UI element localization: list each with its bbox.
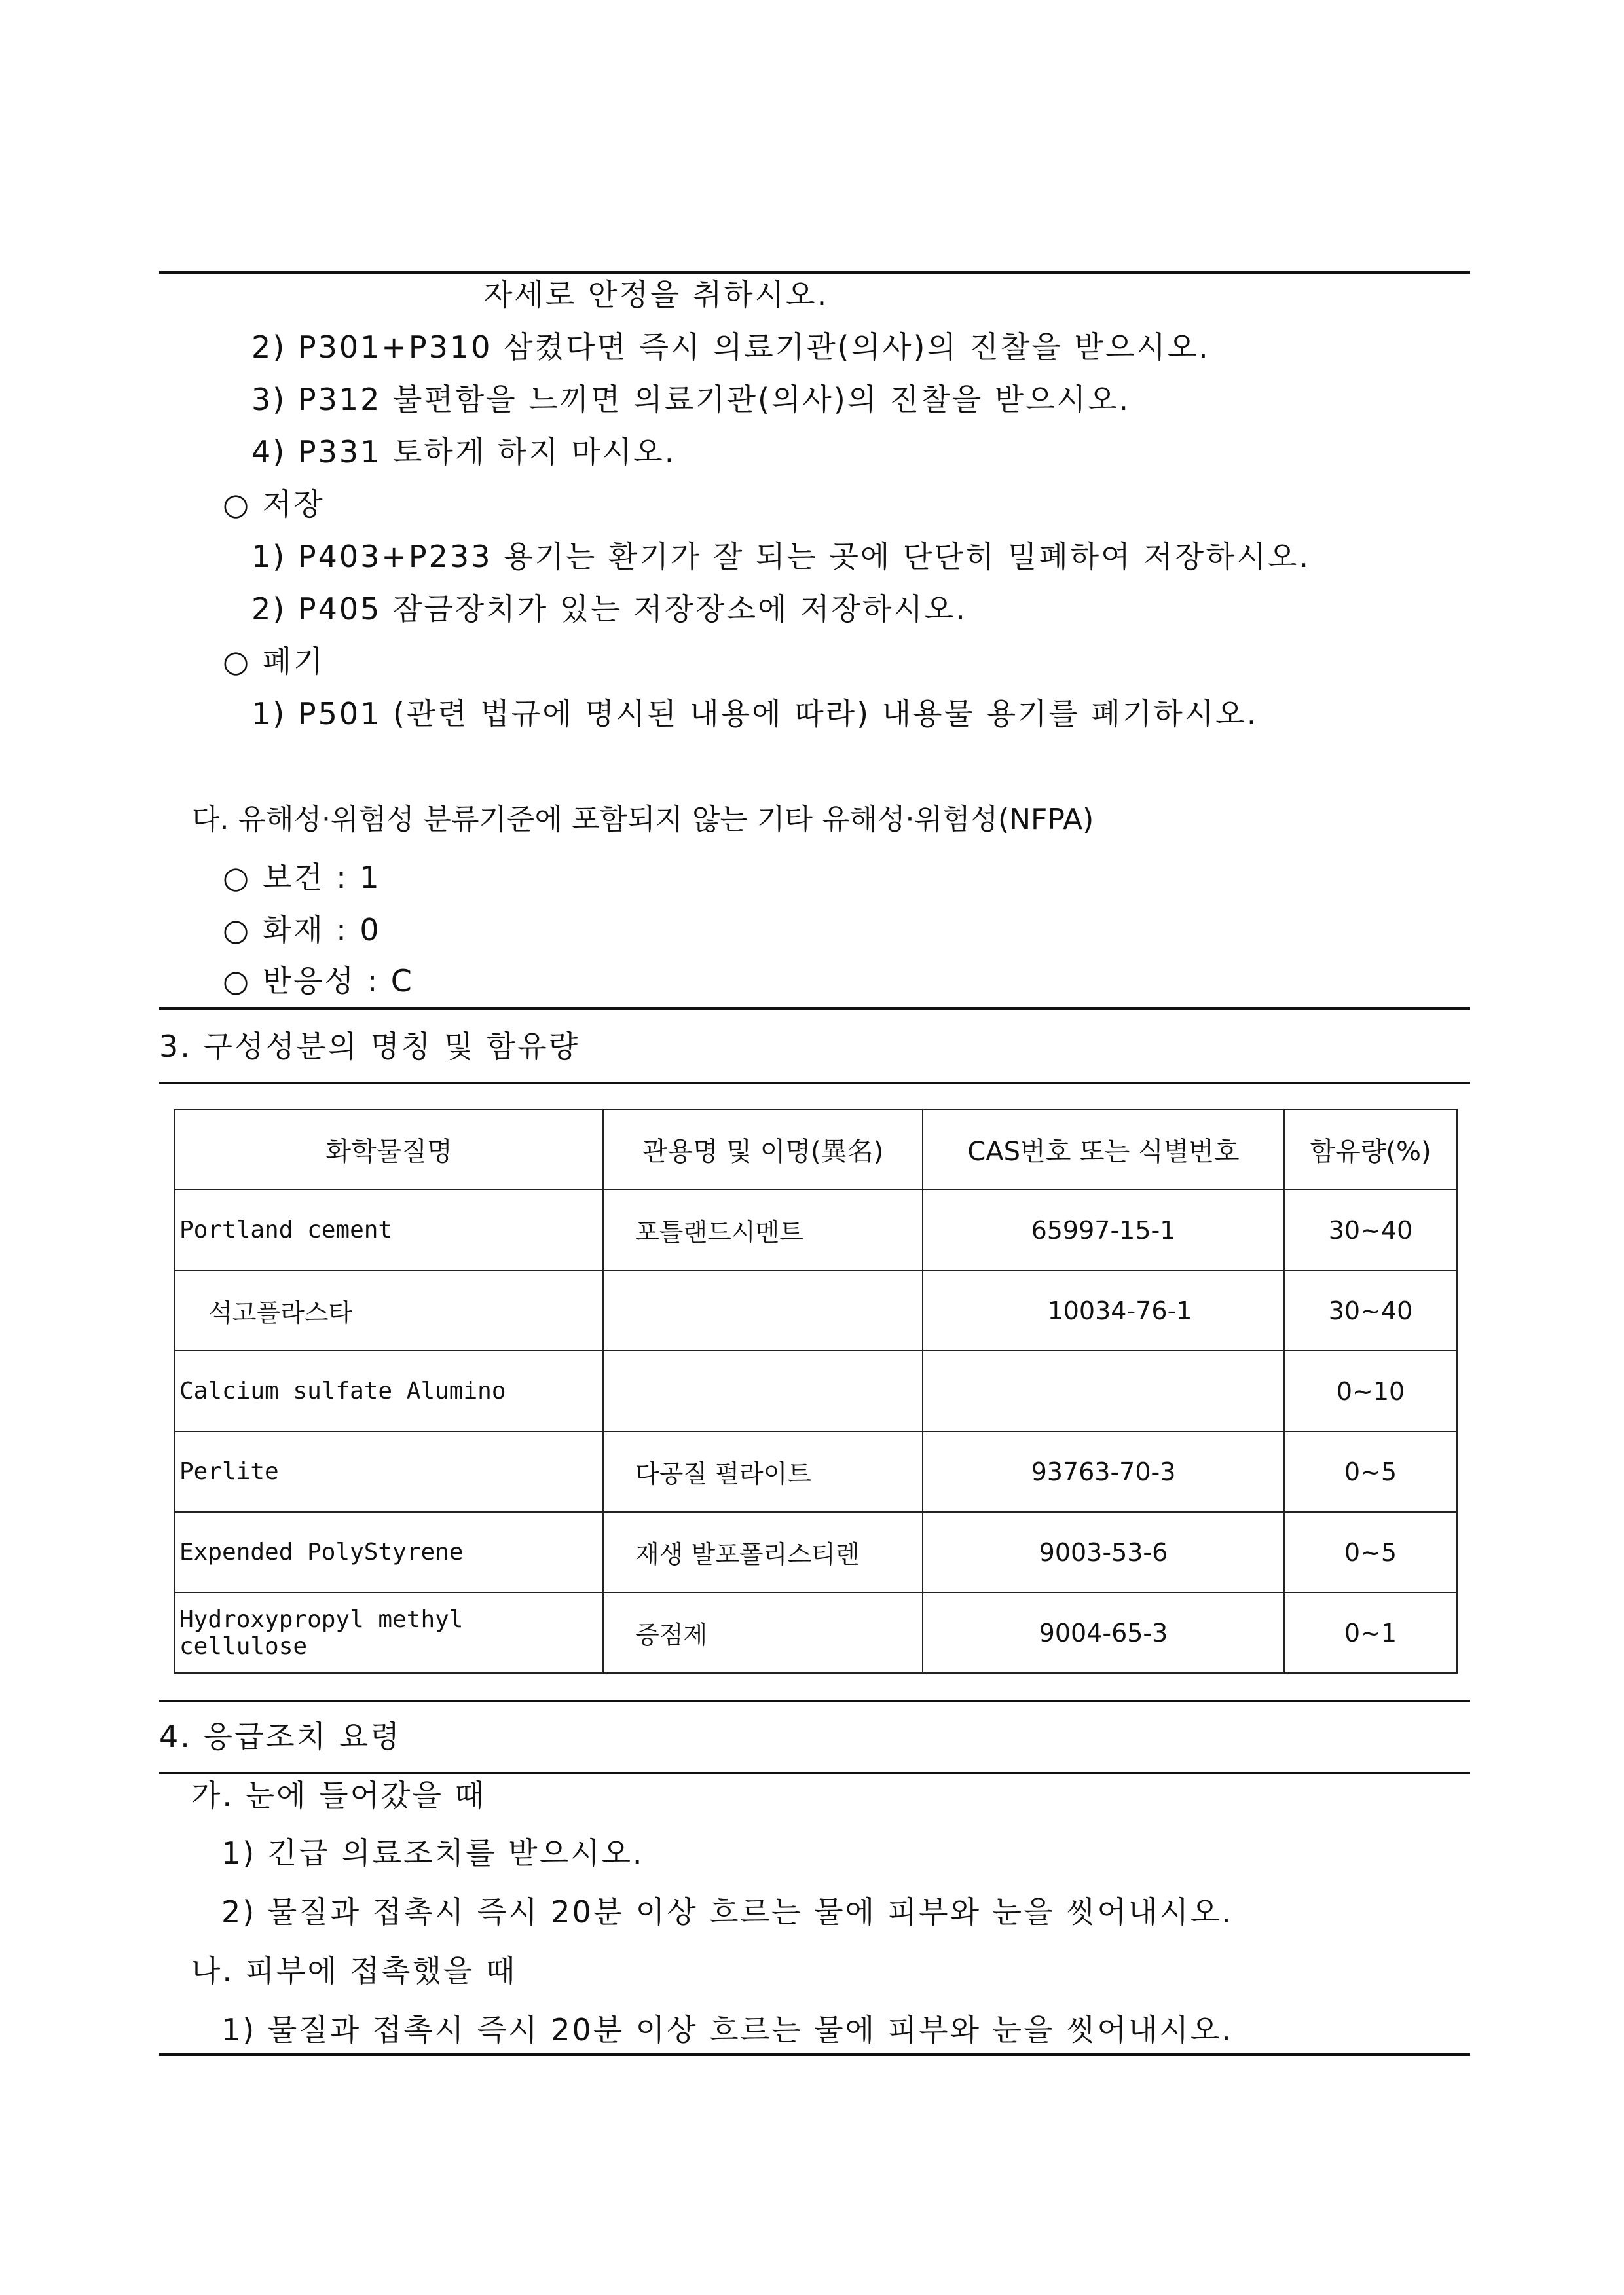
cell-common-name: 다공질 펄라이트: [603, 1431, 923, 1512]
eye-contact-item: 2) 물질과 접촉시 즉시 20분 이상 흐르는 물에 피부와 눈을 씻어내시오.: [221, 1894, 1233, 1930]
disposal-header: ○ 폐기: [223, 644, 325, 679]
header-cas-number: CAS번호 또는 식별번호: [923, 1109, 1284, 1190]
table-header-row: [175, 1109, 1457, 1190]
storage-header: ○ 저장: [223, 487, 325, 522]
section4-title: 4. 응급조치 요령: [159, 1719, 401, 1754]
cell-content: 30~40: [1284, 1190, 1457, 1270]
cell-chemical-name: Portland cement: [175, 1190, 603, 1270]
section3-top-rule: [159, 1007, 1470, 1010]
cell-chemical-name: Expended PolyStyrene: [175, 1512, 603, 1592]
header-chemical-name: 화학물질명: [175, 1109, 603, 1190]
cell-chemical-name: Calcium sulfate Alumino: [175, 1351, 603, 1431]
section3-title: 3. 구성성분의 명칭 및 함유량: [159, 1029, 580, 1064]
skin-contact-title: 나. 피부에 접촉했을 때: [191, 1953, 517, 1989]
bottom-rule: [159, 2053, 1470, 2056]
header-content: 함유량(%): [1284, 1109, 1457, 1190]
cell-content: 0~5: [1284, 1512, 1457, 1592]
cell-common-name: 포틀랜드시멘트: [603, 1190, 923, 1270]
cell-common-name: 증점제: [603, 1592, 923, 1673]
eye-contact-item: 1) 긴급 의료조치를 받으시오.: [221, 1835, 644, 1871]
table-row: [175, 1270, 1457, 1351]
header-common-name: 관용명 및 이명(異名): [603, 1109, 923, 1190]
response-item: 3) P312 불편함을 느끼면 의료기관(의사)의 진찰을 받으시오.: [251, 382, 1131, 417]
table-row: [175, 1351, 1457, 1431]
continuation-line: 자세로 안정을 취하시오.: [483, 277, 829, 312]
section4-top-rule: [159, 1700, 1470, 1702]
table-row: [175, 1431, 1457, 1512]
cell-content: 30~40: [1284, 1270, 1457, 1351]
nfpa-reactivity: ○ 반응성 : C: [223, 963, 414, 999]
cell-content: 0~10: [1284, 1351, 1457, 1431]
section3-bottom-rule: [159, 1082, 1470, 1084]
disposal-item: 1) P501 (관련 법규에 명시된 내용에 따라) 내용물 용기를 폐기하시오.: [251, 696, 1259, 731]
table-row: [175, 1512, 1457, 1592]
top-rule: [159, 271, 1470, 274]
cell-content: 0~1: [1284, 1592, 1457, 1673]
cell-chemical-name: 석고플라스타: [175, 1270, 603, 1351]
table-row: [175, 1592, 1457, 1673]
cell-cas-number: 9004-65-3: [923, 1592, 1284, 1673]
table-row: [175, 1190, 1457, 1270]
cell-common-name: [603, 1270, 923, 1351]
storage-item: 2) P405 잠금장치가 있는 저장장소에 저장하시오.: [251, 591, 967, 627]
response-item: 4) P331 토하게 하지 마시오.: [251, 434, 676, 469]
eye-contact-title: 가. 눈에 들어갔을 때: [191, 1778, 486, 1813]
cell-common-name: [603, 1351, 923, 1431]
cell-cas-number: 9003-53-6: [923, 1512, 1284, 1592]
section4-title-rule: [159, 1772, 1470, 1774]
response-item: 2) P301+P310 삼켰다면 즉시 의료기관(의사)의 진찰을 받으시오.: [251, 329, 1210, 365]
cell-common-name: 재생 발포폴리스티렌: [603, 1512, 923, 1592]
cell-cas-number: 10034-76-1: [923, 1270, 1284, 1351]
cell-cas-number: 93763-70-3: [923, 1431, 1284, 1512]
composition-table: [174, 1109, 1458, 1674]
cell-cas-number: 65997-15-1: [923, 1190, 1284, 1270]
skin-contact-item: 1) 물질과 접촉시 즉시 20분 이상 흐르는 물에 피부와 눈을 씻어내시오.: [221, 2012, 1233, 2047]
nfpa-health: ○ 보건 : 1: [223, 860, 381, 895]
cell-chemical-name: Perlite: [175, 1431, 603, 1512]
cell-cas-number: [923, 1351, 1284, 1431]
cell-content: 0~5: [1284, 1431, 1457, 1512]
cell-chemical-name: Hydroxypropyl methyl cellulose: [175, 1592, 603, 1673]
other-hazard-title: 다. 유해성·위험성 분류기준에 포함되지 않는 기타 유해성·위험성(NFPA): [192, 803, 1094, 836]
nfpa-fire: ○ 화재 : 0: [223, 912, 381, 947]
storage-item: 1) P403+P233 용기는 환기가 잘 되는 곳에 단단히 밀폐하여 저장하시오.: [251, 539, 1311, 574]
